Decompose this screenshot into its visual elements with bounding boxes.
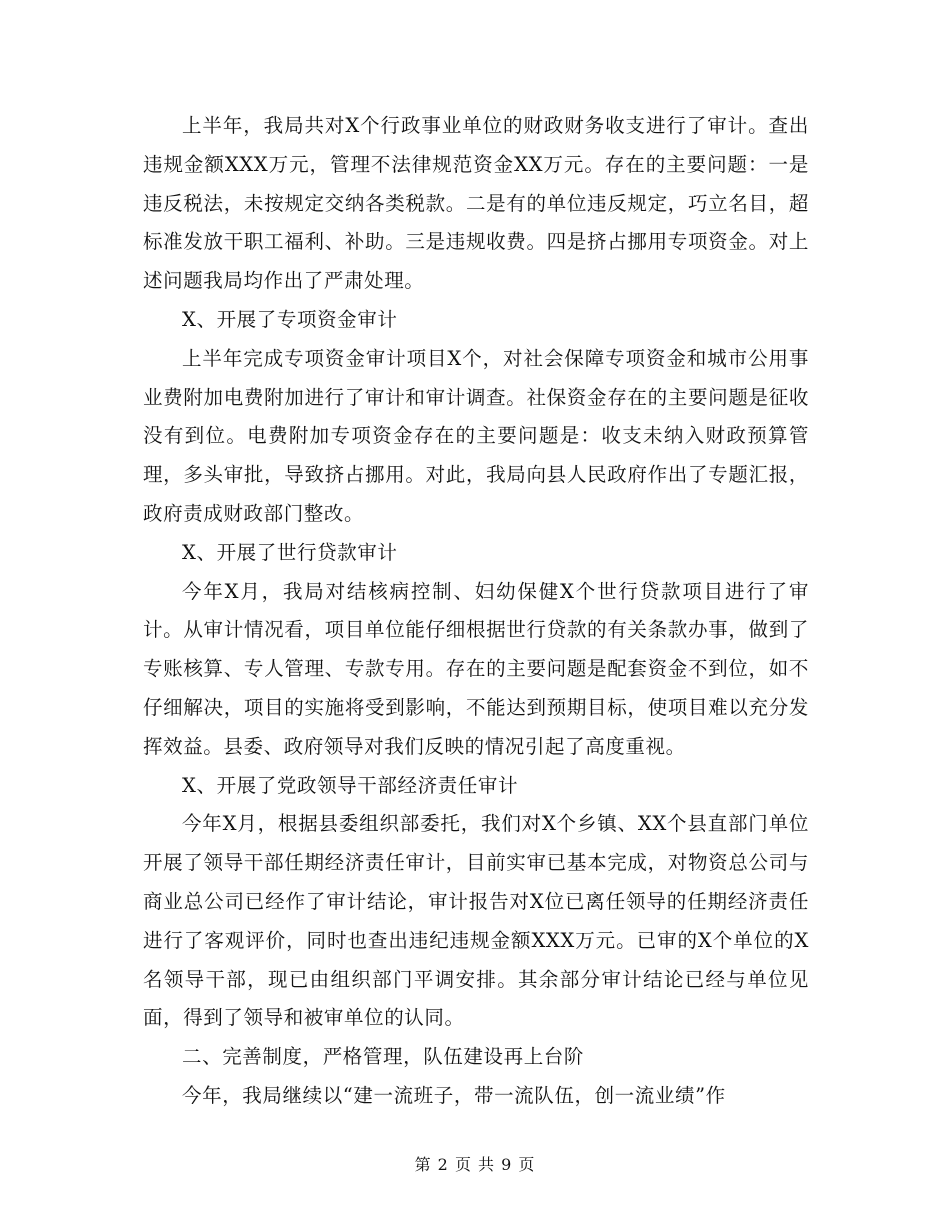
page-footer <box>0 1153 950 1177</box>
paragraph-leadership-responsibility-audit: 今年X月，根据县委组织部委托，我们对X个乡镇、XX个县直部门单位开展了领导干部任期经济责任审计，目前实审已基本完成，对物资总公司与商业总公司已经作了审计结论，审计报告对X位已离任领导的任期经济责任进行了客观评价，同时也查出违纪违规金额XXX万元。已审的X个单位的X名领导干部，现已由组织部门平调安排。其余部分审计结论已经与单位见面，得到了领导和被审单位的认同。 <box>143 812 809 1030</box>
page-number: 第 2 页 共 9 页 <box>414 1155 536 1174</box>
paragraph-world-bank-loan-audit: 今年X月，我局对结核病控制、妇幼保健X个世行贷款项目进行了审计。从审计情况看，项目单位能仔细根据世行贷款的有关条款办事，做到了专账核算、专人管理、专款专用。存在的主要问题是配套资金不到位，如不仔细解决，项目的实施将受到影响，不能达到预期目标，使项目难以充分发挥效益。县委、政府领导对我们反映的情况引起了高度重视。 <box>143 579 809 758</box>
heading-section-two: 二、完善制度，严格管理，队伍建设再上台阶 <box>182 1045 585 1069</box>
paragraph-financial-audit: 上半年，我局共对X个行政事业单位的财政财务收支进行了审计。查出违规金额XXX万元，管理不法律规范资金XX万元。存在的主要问题：一是违反税法，未按规定交纳各类税款。二是有的单位违反规定，巧立名目，超标准发放干职工福利、补助。三是违规收费。四是挤占挪用专项资金。对上述问题我局均作出了严肃处理。 <box>143 114 809 293</box>
heading-leadership-responsibility-audit: X、开展了党政领导干部经济责任审计 <box>182 773 519 797</box>
paragraph-section-two-intro: 今年，我局继续以“建一流班子，带一流队伍，创一流业绩”作 <box>182 1083 726 1107</box>
document-body <box>143 107 809 1116</box>
heading-world-bank-loan-audit: X、开展了世行贷款审计 <box>182 540 398 564</box>
paragraph-special-fund-audit: 上半年完成专项资金审计项目X个，对社会保障专项资金和城市公用事业费附加电费附加进行了审计和审计调查。社保资金存在的主要问题是征收没有到位。电费附加专项资金存在的主要问题是：收支未纳入财政预算管理，多头审批，导致挤占挪用。对此，我局向县人民政府作出了专题汇报，政府责成财政部门整改。 <box>143 346 809 525</box>
heading-special-fund-audit: X、开展了专项资金审计 <box>182 307 398 331</box>
